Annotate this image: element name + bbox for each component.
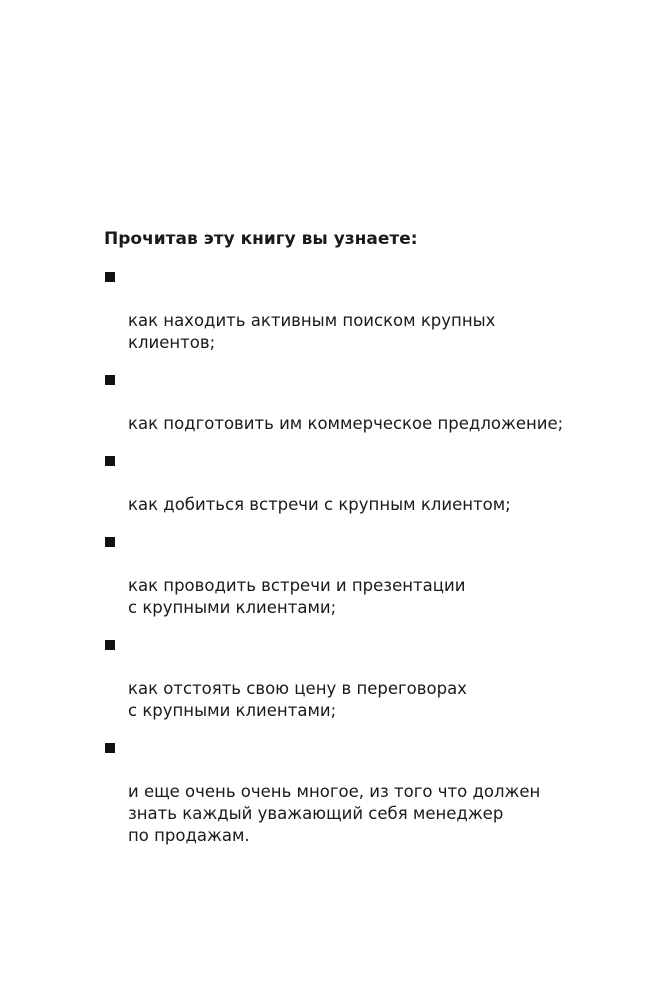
- list-item: [104, 634, 624, 722]
- section-heading: Прочитав эту книгу вы узнаете:: [104, 229, 418, 249]
- list-item: [104, 737, 624, 847]
- list-item: [104, 369, 624, 435]
- list-item-text: как добиться встречи с крупным клиентом;: [128, 495, 511, 514]
- list-item-text: как проводить встречи и презентации с крупными клиентами;: [128, 576, 466, 617]
- benefits-list: [104, 266, 624, 847]
- square-bullet-icon: [105, 272, 115, 282]
- list-item: [104, 450, 624, 516]
- list-item-text: и еще очень очень многое, из того что должен знать каждый уважающий себя менеджер по продажам.: [128, 782, 541, 845]
- square-bullet-icon: [105, 743, 115, 753]
- square-bullet-icon: [105, 640, 115, 650]
- list-item: [104, 266, 624, 354]
- list-item: [104, 531, 624, 619]
- list-item-text: как отстоять свою цену в переговорах с крупными клиентами;: [128, 679, 467, 720]
- square-bullet-icon: [105, 375, 115, 385]
- square-bullet-icon: [105, 537, 115, 547]
- list-item-text: как подготовить им коммерческое предложение;: [128, 414, 564, 433]
- page-content: [104, 228, 624, 862]
- list-item-text: как находить активным поиском крупных клиентов;: [128, 311, 496, 352]
- square-bullet-icon: [105, 456, 115, 466]
